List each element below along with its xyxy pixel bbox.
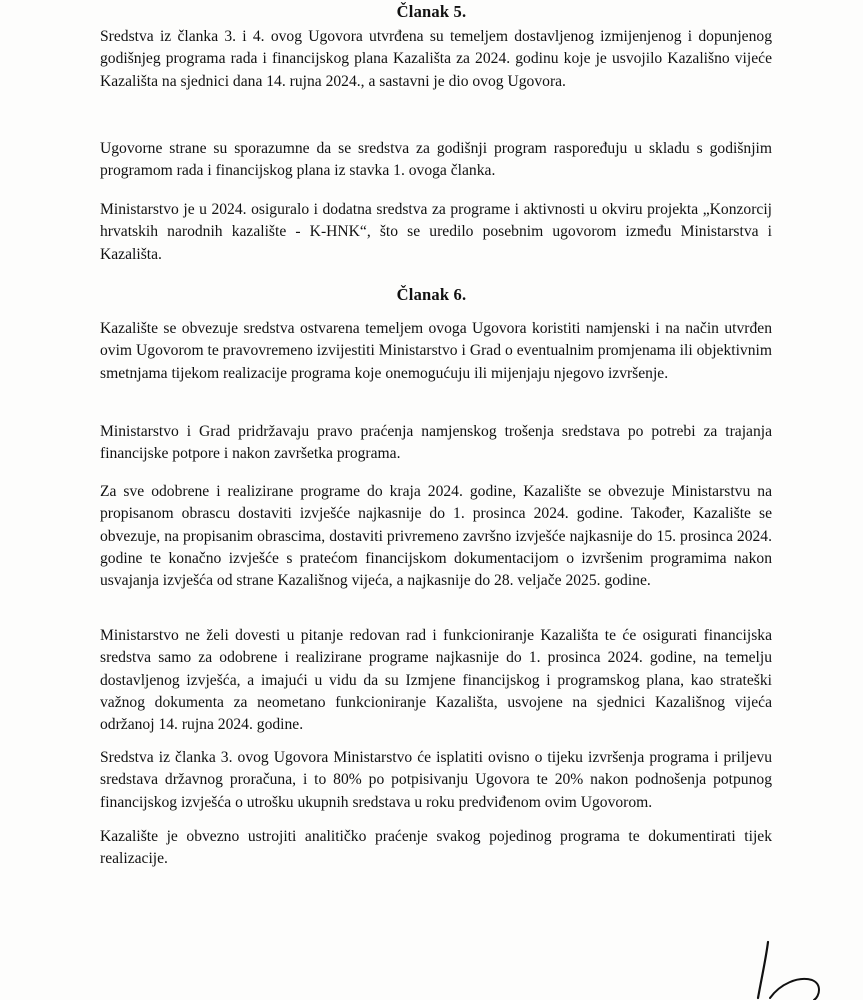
article-6-paragraph-5: Sredstva iz članka 3. ovog Ugovora Ministarstvo će isplatiti ovisno o tijeku izvršenja programa i priljevu sredstava državnog proračuna, i to 80% po potpisivanju Ugovora te 20% nakon podnošenja potpunog financijskog izvješća o utrošku ukupnih sredstava u roku predviđenom ovim Ugovorom. [100, 749, 772, 811]
article-5-paragraph-3: Ministarstvo je u 2024. osiguralo i dodatna sredstva za programe i aktivnosti u okviru projekta „Konzorcij hrvatskih narodnih kazalište - K-HNK“, što se uredilo posebnim ugovorom između Ministarstva i Kazališta. [100, 201, 772, 263]
article-6-heading: Članak 6. [396, 285, 467, 304]
article-6-paragraph-4: Ministarstvo ne želi dovesti u pitanje redovan rad i funkcioniranje Kazališta te će osigurati financijska sredstva samo za odobrene i realizirane programe najkasnije do 1. prosinca 2024. godine, na temelju dostavljenog izvješća, a imajući u vidu da su Izmjene financijskog i programskog plana, kao strateški važnog dokumenta za neometano funkcioniranje Kazališta, usvojene na sjednici Kazališnog vijeća održanoj 14. rujna 2024. godine. [100, 627, 772, 734]
article-5-paragraph-2: Ugovorne strane su sporazumne da se sredstva za godišnji program raspoređuju u skladu s godišnjim programom rada i financijskog plana iz stavka 1. ovoga članka. [100, 140, 772, 180]
article-5-heading: Članak 5. [396, 2, 467, 21]
handwritten-signature-mark [740, 940, 850, 1000]
article-5-paragraph-1: Sredstva iz članka 3. i 4. ovog Ugovora utvrđena su temeljem dostavljenog izmijenjenog i dopunjenog godišnjeg programa rada i financijskog plana Kazališta za 2024. godinu koje je usvojilo Kazališno vijeće Kazališta na sjednici dana 14. rujna 2024., a sastavni je dio ovog Ugovora. [100, 28, 772, 90]
article-6-paragraph-3: Za sve odobrene i realizirane programe do kraja 2024. godine, Kazalište se obvezuje Ministarstvu na propisanom obrascu dostaviti izvješće najkasnije do 1. prosinca 2024. godine. Također, Kazalište se obvezuje, na propisanim obrascima, dostaviti privremeno završno izvješće najkasnije do 15. prosinca 2024. godine te konačno izvješće s pratećom financijskom dokumentacijom o izvršenim programima nakon usvajanja izvješća od strane Kazališnog vijeća, a najkasnije do 28. veljače 2025. godine. [100, 483, 772, 590]
article-6-paragraph-2: Ministarstvo i Grad pridržavaju pravo praćenja namjenskog trošenja sredstava po potrebi za trajanja financijske potpore i nakon završetka programa. [100, 423, 772, 463]
article-6-paragraph-1: Kazalište se obvezuje sredstva ostvarena temeljem ovoga Ugovora koristiti namjenski i na način utvrđen ovim Ugovorom te pravovremeno izvijestiti Ministarstvo i Grad o eventualnim promjenama ili objektivnim smetnjama tijekom realizacije programa koje onemogućuju ili mijenjaju njegovo izvršenje. [100, 320, 772, 382]
article-6-paragraph-6: Kazalište je obvezno ustrojiti analitičko praćenje svakog pojedinog programa te dokumentirati tijek realizacije. [100, 828, 772, 868]
